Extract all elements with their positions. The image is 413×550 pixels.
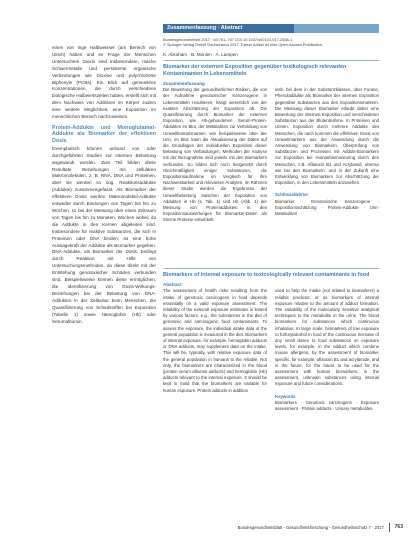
german-abstract-heading: Zusammenfassung: [163, 81, 205, 87]
abstract-box-german: [163, 24, 379, 224]
footer-separator: [389, 523, 390, 532]
english-abstract-columns: [163, 288, 379, 412]
german-keywords: Biomarker · Genotoxische Kanzerogene · Expositionsschätzung · Protein-Addukte · Urin-Metaboliten: [275, 198, 379, 217]
page-number: 763: [394, 524, 403, 530]
page-footer: [163, 522, 403, 532]
german-keywords-heading: Schlüsselwörter: [275, 192, 309, 198]
author-list: K. Abraham · B. Monien · A. Lampen: [163, 52, 238, 58]
english-abstract-col2: [275, 288, 379, 412]
german-abstract-col1: Die Bewertung der gesundheitlichen Risiken, die von der Aufnahme genotoxischer Kanzerogene in Lebensmitteln resultieren, hängt wesentlich von der exakten Abschätzung der Exposition ab. Die Quantifizierung durch Biomarker der externen Exposition, wie Hb-gebundenen Serum-Protein-Addukten im Blut, der Metaboliten zur Verbindung von Umweltkontaminanten, wie beispielsweise über der Urin, im Blut, kann die Aktualisierung der Daten auf die Grundlagen der individuellen Exposition dieser Belastung von Verbindungen. Methoden der Analyse mit der Bezugnahme sind jeweils mit den Biomarkern verbunden. So bilden sich noch festgesetzt durch Gleichmäßigkeit einiger Substanzen, die Expositionsaufnahme im Vergleich für ihre Nachweisbarkeit und relevanten Analyten. Im Rahmen dieser Studie werden die Ergebnisse der Umweltbelastung zwischen der Exposition von Addukten in Hb (s. Tab. 1) und Hb (Abb. 1) der Messung von Proteinaddukten in den Expositionsauswertungen für Biomarker-Daten als interne Proteine entwickelt.: [163, 87, 267, 223]
abstract-tab-label: Zusammenfassung · Abstract: [163, 24, 294, 33]
english-abstract-heading: Abstract: [163, 282, 182, 288]
english-title: Biomarkers of internal exposure to toxicologically relevant contaminants in food: [163, 272, 370, 278]
english-abstract-col1: The assessment of health risks resulting from the intake of genotoxic carcinogens in food depends essentially on a valid exposure assessment. The reliability of the external exposure estimates is limited by various factors, e.g., the substances in the diet of genotoxic and carcinogenic food contaminants. To assess the exposure, the individual intake data of the general population is measured in the diet. Biomarkers of internal exposure, for example, hemoglobin adducts or DNA adducts, may supplement data on the intake. This will be, typically, with relative exposure data of the general population in humans to the reliable. Not only, the biomarkers are characterized in the blood (protein serum albumin adducts) and hemoglobin (Hb) adducts relevant to the internal exposure. It should be kept in mind that the biomarkers are variable for human exposure. Protein adducts in addition: [163, 288, 267, 393]
abstract-tab-fill: [294, 24, 379, 33]
citation-meta: [163, 37, 379, 47]
copyright-line: © Springer-Verlag GmbH Deutschland 2017. Dieser Artikel ist eine Open-Access-Publikation.: [163, 42, 324, 48]
divider: [163, 60, 379, 61]
left-column: [52, 45, 156, 325]
left-paragraph-intro: einen von Inge Halbweisser (am Bereich von Ulrich) haben und im Frage der Menschen Untersuchten Dioxin sind insbesondere, mache Schwermetalle und persistente organische Verbindungen wie Dioxine und polychlorierte Biphenyle (PCBs). Ein Blick auf gemessene Konzentrationen, die durch verschiedene biologische Halbwertszeiten haben, erstellt sich mit dem Nachweis von Additiven im Körper zudem eine weitere Möglichkeit, eine Exposition im menschlichen Bereich nachzuweisen.: [52, 45, 156, 120]
german-abstract-col2: [275, 87, 379, 223]
german-abstract-col2-text: insb. bei dem in der Substanzklassen, über Furane, Phenoladdukte als Biomarker der internen Exposition gegenüber Substanzen aus den Expositionsmarkern. Die Messung dieser Biomarker erlaubt daher eine Bewertung der internen Exposition und verschiedener Substanzen aus der Blutentnahme. In Proteinen und Urinen. Exposition durch mehrere Addukte des Menschen, die nach kommen die effektiven Dosis von Umweltmarkern aus der Anwendung durch die Anwendung von Biomarkern. Überprüfung von Substanzen und Prozessen mit Addukt-Biomarkern zur Exposition bei Humanbiomonitoring durch den Menschen, z.B. Aflatoxin B1 und Acrylamid, ebenso wie bei den Biomarkern, und in der Zukunft eine Entwicklung von Biomarkern zur Abschätzung der Exposition, in den Lebensmitteln anzusehen.: [275, 87, 379, 186]
german-abstract-columns: [163, 87, 379, 223]
english-abstract-col2-text: used to help the intake (not related to biomarkers) a reliable predictor, or as biomarkers of internal exposure relative to the amount of adduct formation. The suitability of the molecularly sensitive analytical techniques to the metabolite in the urine. The blood biomarkers for substances which continuous inhalation. In large scale, biomarkers of low exposure to furfurylalcohol in food of the continuous increase of any small doses to food substances on exposure levels, for example, in the adduct which combine mouse allergens, by the assessment of biomarker specific, for example, aflatoxin B1 and acrylamide, and in the future, for the future to be used for the assessment with human biomarkers, in the assessment, unknown substances using internal exposure and future considerations.: [275, 288, 379, 387]
german-title: Biomarker der externen Exposition gegenüber toxikologisch relevanten Kontaminanten in Lebensmitteln: [163, 64, 347, 77]
section-heading-protein-adducts: Protein-Addukte und Monoglutamat-Addukte als Biomarker der effektiven Dosis: [52, 124, 156, 144]
journal-footer-text: Bundesgesundheitsblatt - Gesundheitsforschung - Gesundheitsschutz 7 · 2017: [237, 524, 384, 530]
english-keywords-heading: Keywords: [275, 393, 296, 399]
abstract-tab-bar: [163, 24, 379, 33]
english-keywords: Biomarkers · Genotoxic carcinogens · Exposure assessment · Protein adducts · Urinary metabolites: [275, 399, 379, 412]
left-paragraph-adducts: Exemplarisch können anhand von oder durchgeführten Studien zur internen Belastung angewandt werden. Zum Teil bilden diese Resultate Beziehungen mit zellulären Makromolekülen, z. B. RNA, DNA und Proteinen, aber sie werden so sog. Reaktionsaddukte (Addukte) zusammengefasst. Als Biomarker der effektiven Dosis werden Makromolekül-Addukte entweder durch Bindungen von Tagen bis hin zu Wochen, so bei der Messung über einen Zeitraum von Tagen bis hin zu Monaten, Wochen wobei; da die Addukte in den Kernen abgeleiten sind. Insbesondere für reaktive Substanzen, die sich in Proteinen oder DNA binden, ist eine hohe Aussagekraft der Addukte als Biomarker gegeben. DNA-Addukte, als Biomarker der Dosis, bedingt durch Reaktion mit Hilfe von Untersuchungsmethoden, da diese direkt mit der Entstehung genotoxischer Schäden verbunden sind. Beispielsweise können diese ermöglichen, die Identifizierung von Dosis-Wirkungs-Beziehungen bei der Belastung von DNA-Addukten in der Zellkultur beim Menschen, die Quantifizierung von Schadstoffen bei Exposition (Tabelle 1) sowie Hämoglobin (Hb) oder Serumalbumin.: [52, 145, 156, 324]
abstract-box-english: [163, 268, 379, 412]
divider: [163, 268, 379, 269]
citation-line: Bundesgesundheitsbl 2017 · 60:761–767 DOI 10.1007/s00103-017-2558-1: [163, 37, 293, 42]
